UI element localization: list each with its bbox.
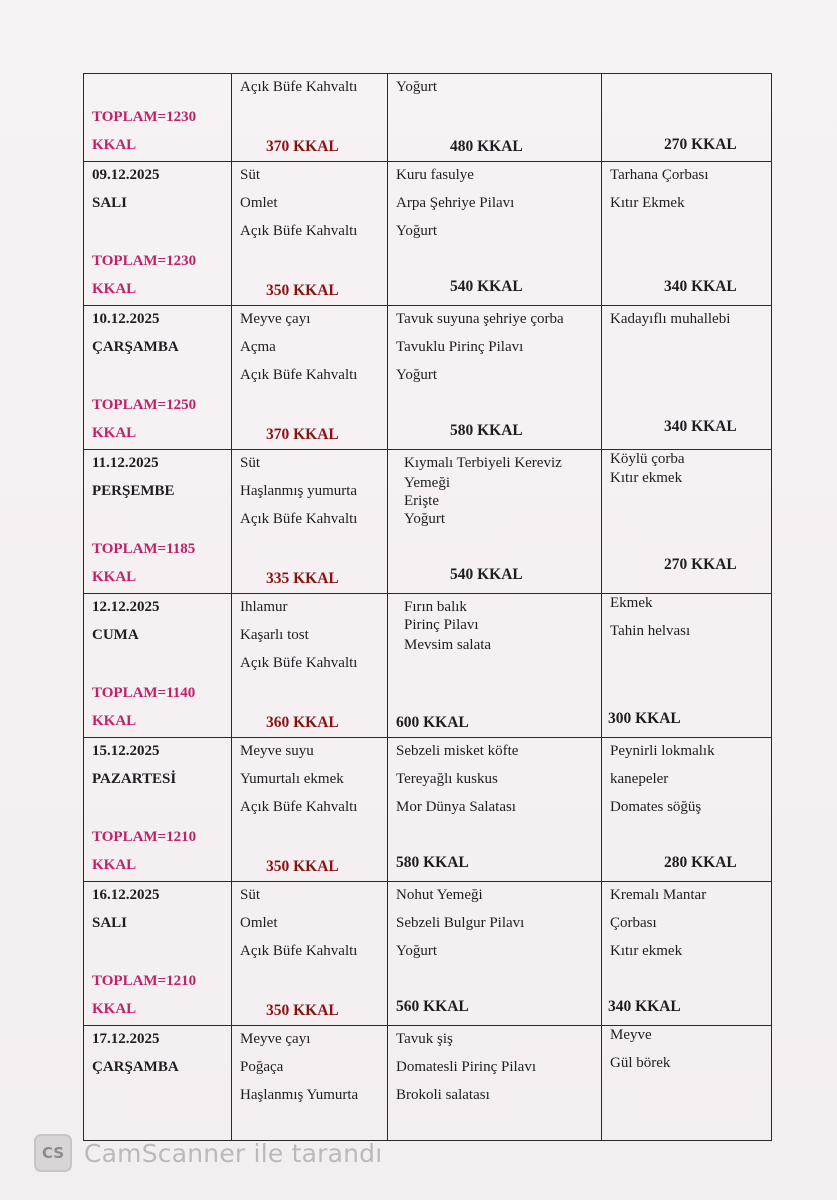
lunch-item: Kıymalı Terbiyeli Kereviz (404, 455, 562, 471)
day-date: 10.12.2025 (92, 311, 160, 327)
day-cell-content (84, 450, 231, 593)
snack-cell (602, 162, 772, 306)
menu-day-row (84, 306, 772, 450)
snack-item: Tarhana Çorbası (610, 167, 709, 183)
snack-kcal: 270 KKAL (664, 136, 737, 153)
snack-item: Köylü çorba (610, 451, 685, 467)
day-name: SALI (92, 195, 128, 211)
breakfast-cell-content (232, 450, 387, 593)
lunch-kcal: 580 KKAL (450, 422, 523, 439)
snack-cell-content (602, 74, 771, 161)
breakfast-item: Süt (240, 167, 261, 183)
breakfast-cell (232, 162, 388, 306)
breakfast-item: Açık Büfe Kahvaltı (240, 655, 358, 671)
day-cell-content (84, 738, 231, 881)
day-name: ÇARŞAMBA (92, 1059, 179, 1075)
snack-cell (602, 1026, 772, 1141)
day-name: ÇARŞAMBA (92, 339, 179, 355)
day-cell (84, 450, 232, 594)
menu-day-row (84, 450, 772, 594)
breakfast-item: Süt (240, 455, 261, 471)
day-date: 15.12.2025 (92, 743, 160, 759)
breakfast-cell-content (232, 162, 387, 305)
lunch-cell-content (388, 306, 601, 449)
snack-item: Kremalı Mantar (610, 887, 707, 903)
day-date: 12.12.2025 (92, 599, 160, 615)
breakfast-cell-content (232, 74, 387, 161)
breakfast-kcal: 360 KKAL (266, 714, 339, 731)
lunch-cell-content (388, 162, 601, 305)
day-total-label: TOPLAM=1230 (92, 253, 197, 269)
day-name: CUMA (92, 627, 139, 643)
day-total-label: TOPLAM=1185 (92, 541, 196, 557)
lunch-item: Yoğurt (396, 79, 437, 95)
day-total-unit: KKAL (92, 713, 137, 729)
snack-cell (602, 882, 772, 1026)
menu-day-row (84, 882, 772, 1026)
day-name: PAZARTESİ (92, 771, 177, 787)
day-total-unit: KKAL (92, 569, 137, 585)
breakfast-item: Haşlanmış Yumurta (240, 1087, 359, 1103)
day-cell (84, 594, 232, 738)
lunch-item: Yoğurt (396, 223, 437, 239)
day-cell-content (84, 74, 231, 161)
menu-day-row (84, 594, 772, 738)
breakfast-item: Kaşarlı tost (240, 627, 309, 643)
breakfast-cell (232, 882, 388, 1026)
day-date: 11.12.2025 (92, 455, 159, 471)
lunch-item: Yoğurt (396, 943, 437, 959)
breakfast-cell (232, 306, 388, 450)
snack-cell-content (602, 882, 771, 1025)
lunch-item: Mevsim salata (404, 637, 492, 653)
breakfast-cell-content (232, 882, 387, 1025)
breakfast-kcal: 350 KKAL (266, 282, 339, 299)
breakfast-cell-content (232, 1026, 387, 1140)
snack-cell (602, 450, 772, 594)
lunch-cell (388, 882, 602, 1026)
breakfast-cell (232, 1026, 388, 1141)
snack-item: Peynirli lokmalık (610, 743, 715, 759)
day-total-unit: KKAL (92, 1001, 137, 1017)
day-cell-content (84, 306, 231, 449)
lunch-cell (388, 594, 602, 738)
meal-menu-table (83, 73, 772, 1141)
lunch-cell (388, 306, 602, 450)
day-cell (84, 74, 232, 162)
breakfast-kcal: 370 KKAL (266, 426, 339, 443)
day-date: 16.12.2025 (92, 887, 160, 903)
day-total-unit: KKAL (92, 857, 137, 873)
lunch-item: Sebzeli Bulgur Pilavı (396, 915, 525, 931)
lunch-cell-content (388, 450, 601, 593)
lunch-item: Domatesli Pirinç Pilavı (396, 1059, 536, 1075)
lunch-cell (388, 450, 602, 594)
snack-item: Kadayıflı muhallebi (610, 311, 731, 327)
breakfast-item: Açık Büfe Kahvaltı (240, 511, 358, 527)
day-cell-content (84, 1026, 231, 1140)
snack-cell-content (602, 450, 771, 593)
lunch-item: Fırın balık (404, 599, 467, 615)
lunch-item: Nohut Yemeği (396, 887, 483, 903)
breakfast-cell-content (232, 306, 387, 449)
day-total-label: TOPLAM=1140 (92, 685, 196, 701)
lunch-cell-content (388, 882, 601, 1025)
snack-item: Kıtır Ekmek (610, 195, 685, 211)
camscanner-logo-icon: CS (34, 1134, 72, 1172)
snack-item: Kıtır ekmek (610, 470, 683, 486)
snack-kcal: 340 KKAL (664, 418, 737, 435)
lunch-item: Tavuklu Pirinç Pilavı (396, 339, 524, 355)
breakfast-item: Ihlamur (240, 599, 288, 615)
breakfast-item: Poğaça (240, 1059, 284, 1075)
breakfast-kcal: 335 KKAL (266, 570, 339, 587)
lunch-item: Yoğurt (396, 367, 437, 383)
breakfast-item: Açık Büfe Kahvaltı (240, 79, 358, 95)
camscanner-watermark (34, 1133, 382, 1173)
day-name: SALI (92, 915, 128, 931)
breakfast-item: Açık Büfe Kahvaltı (240, 367, 358, 383)
lunch-cell (388, 738, 602, 882)
day-cell-content (84, 162, 231, 305)
snack-cell-content (602, 306, 771, 449)
snack-cell-content (602, 738, 771, 881)
breakfast-item: Omlet (240, 195, 278, 211)
breakfast-item: Meyve çayı (240, 1031, 311, 1047)
menu-day-row (84, 162, 772, 306)
breakfast-item: Meyve çayı (240, 311, 311, 327)
lunch-item: Tavuk suyuna şehriye çorba (396, 311, 564, 327)
snack-cell (602, 74, 772, 162)
snack-item: kanepeler (610, 771, 669, 787)
snack-kcal: 270 KKAL (664, 556, 737, 573)
lunch-kcal: 480 KKAL (450, 138, 523, 155)
snack-item: Domates söğüş (610, 799, 702, 815)
lunch-cell-content (388, 594, 601, 737)
day-total-unit: KKAL (92, 281, 137, 297)
snack-cell-content (602, 1026, 771, 1140)
snack-item: Tahin helvası (610, 623, 691, 639)
lunch-item: Mor Dünya Salatası (396, 799, 516, 815)
menu-day-row (84, 1026, 772, 1141)
lunch-kcal: 600 KKAL (396, 714, 469, 731)
breakfast-item: Süt (240, 887, 261, 903)
snack-item: Meyve (610, 1027, 652, 1043)
lunch-item: Tavuk şiş (396, 1031, 453, 1047)
breakfast-cell (232, 74, 388, 162)
snack-cell (602, 594, 772, 738)
breakfast-item: Haşlanmış yumurta (240, 483, 358, 499)
snack-kcal: 300 KKAL (608, 710, 681, 727)
lunch-kcal: 540 KKAL (450, 566, 523, 583)
breakfast-cell-content (232, 738, 387, 881)
breakfast-item: Açık Büfe Kahvaltı (240, 943, 358, 959)
snack-item: Ekmek (610, 595, 653, 611)
lunch-cell-content (388, 1026, 601, 1140)
lunch-cell-content (388, 74, 601, 161)
snack-item: Çorbası (610, 915, 657, 931)
day-cell-content (84, 594, 231, 737)
lunch-cell (388, 1026, 602, 1141)
lunch-cell (388, 162, 602, 306)
lunch-item: Arpa Şehriye Pilavı (396, 195, 515, 211)
snack-kcal: 340 KKAL (664, 278, 737, 295)
day-total-label: TOPLAM=1250 (92, 397, 197, 413)
breakfast-cell (232, 450, 388, 594)
day-date: 09.12.2025 (92, 167, 160, 183)
camscanner-label: CamScanner ile tarandı (84, 1138, 383, 1168)
breakfast-cell (232, 738, 388, 882)
lunch-item: Yoğurt (404, 511, 445, 527)
day-date: 17.12.2025 (92, 1031, 160, 1047)
lunch-item: Brokoli salatası (396, 1087, 490, 1103)
breakfast-cell-content (232, 594, 387, 737)
day-cell-content (84, 882, 231, 1025)
day-total-label: TOPLAM=1230 (92, 109, 197, 125)
snack-kcal: 280 KKAL (664, 854, 737, 871)
breakfast-item: Açık Büfe Kahvaltı (240, 799, 358, 815)
breakfast-item: Yumurtalı ekmek (240, 771, 344, 787)
day-cell (84, 162, 232, 306)
lunch-item: Yemeği (404, 475, 450, 491)
day-cell (84, 1026, 232, 1141)
breakfast-item: Meyve suyu (240, 743, 314, 759)
lunch-item: Erişte (404, 493, 439, 509)
breakfast-item: Omlet (240, 915, 278, 931)
day-cell (84, 306, 232, 450)
day-total-label: TOPLAM=1210 (92, 829, 197, 845)
snack-cell (602, 306, 772, 450)
lunch-kcal: 560 KKAL (396, 998, 469, 1015)
snack-item: Gül börek (610, 1055, 671, 1071)
lunch-cell-content (388, 738, 601, 881)
lunch-item: Kuru fasulye (396, 167, 474, 183)
breakfast-item: Açık Büfe Kahvaltı (240, 223, 358, 239)
day-name: PERŞEMBE (92, 483, 175, 499)
menu-day-row (84, 74, 772, 162)
day-total-unit: KKAL (92, 137, 137, 153)
lunch-item: Pirinç Pilavı (404, 617, 479, 633)
breakfast-cell (232, 594, 388, 738)
day-cell (84, 738, 232, 882)
lunch-item: Tereyağlı kuskus (396, 771, 498, 787)
lunch-kcal: 540 KKAL (450, 278, 523, 295)
snack-item: Kıtır ekmek (610, 943, 683, 959)
day-total-unit: KKAL (92, 425, 137, 441)
breakfast-item: Açma (240, 339, 276, 355)
breakfast-kcal: 350 KKAL (266, 858, 339, 875)
breakfast-kcal: 350 KKAL (266, 1002, 339, 1019)
menu-day-row (84, 738, 772, 882)
snack-kcal: 340 KKAL (608, 998, 681, 1015)
snack-cell-content (602, 594, 771, 737)
snack-cell (602, 738, 772, 882)
day-cell (84, 882, 232, 1026)
breakfast-kcal: 370 KKAL (266, 138, 339, 155)
lunch-item: Sebzeli misket köfte (396, 743, 519, 759)
day-total-label: TOPLAM=1210 (92, 973, 197, 989)
snack-cell-content (602, 162, 771, 305)
lunch-kcal: 580 KKAL (396, 854, 469, 871)
lunch-cell (388, 74, 602, 162)
